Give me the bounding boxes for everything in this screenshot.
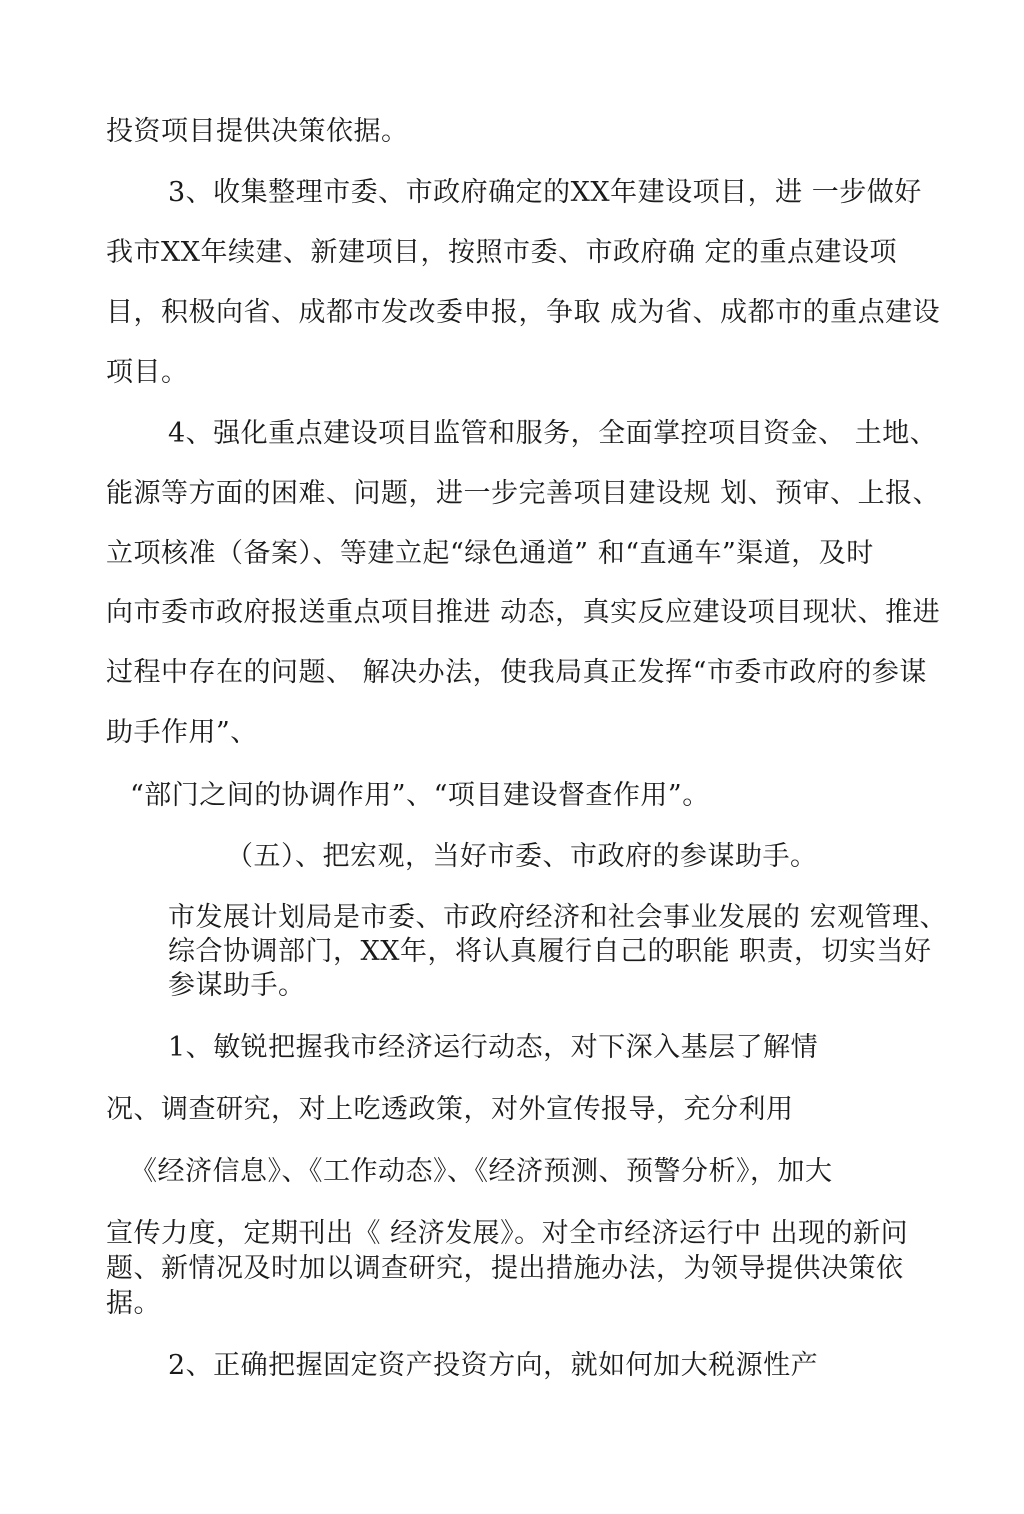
paragraph-line: 《经济信息》、《工作动态》、《经济预测、预警分析》，加大 (130, 1156, 833, 1187)
section-heading: （五）、把宏观，当好市委、市政府的参谋助手。 (226, 841, 818, 872)
paragraph-line: 据。 (106, 1288, 161, 1319)
paragraph-line: 4、强化重点建设项目监管和服务，全面掌控项目资金、 土地、 (168, 418, 938, 449)
paragraph-line: 题、新情况及时加以调查研究，提出措施办法，为领导提供决策依 (106, 1253, 904, 1284)
paragraph-line: 参谋助手。 (168, 970, 306, 1001)
paragraph-line: 1、敏锐把握我市经济运行动态，对下深入基层了解情 (168, 1032, 819, 1063)
paragraph-line: 项目。 (106, 357, 189, 388)
paragraph-line: 况、调查研究，对上吃透政策，对外宣传报导，充分利用 (106, 1094, 794, 1125)
paragraph-line: 我市XX年续建、新建项目，按照市委、市政府确 定的重点建设项 (106, 237, 898, 268)
paragraph-line: 立项核准（备案）、等建立起“绿色通道” 和“直通车”渠道，及时 (106, 538, 874, 569)
paragraph-line: 过程中存在的问题、 解决办法，使我局真正发挥“市委市政府的参谋 (106, 657, 927, 688)
paragraph-line: 助手作用”、 (106, 717, 258, 748)
paragraph-line: “部门之间的协调作用”、“项目建设督查作用”。 (130, 780, 710, 811)
paragraph-line: 综合协调部门，XX年，将认真履行自己的职能 职责，切实当好 (168, 936, 932, 967)
paragraph-line: 投资项目提供决策依据。 (106, 116, 409, 147)
paragraph-line: 能源等方面的困难、问题，进一步完善项目建设规 划、预审、上报、 (106, 478, 941, 509)
paragraph-line: 宣传力度，定期刊出《 经济发展》。对全市经济运行中 出现的新问 (106, 1218, 909, 1249)
paragraph-line: 3、收集整理市委、市政府确定的XX年建设项目，进 一步做好 (168, 177, 922, 208)
paragraph-line: 目，积极向省、成都市发改委申报，争取 成为省、成都市的重点建设 (106, 297, 941, 328)
paragraph-line: 2、正确把握固定资产投资方向，就如何加大税源性产 (168, 1350, 819, 1381)
paragraph-line: 向市委市政府报送重点项目推进 动态，真实反应建设项目现状、推进 (106, 597, 941, 628)
paragraph-line: 市发展计划局是市委、市政府经济和社会事业发展的 宏观管理、 (168, 902, 948, 933)
